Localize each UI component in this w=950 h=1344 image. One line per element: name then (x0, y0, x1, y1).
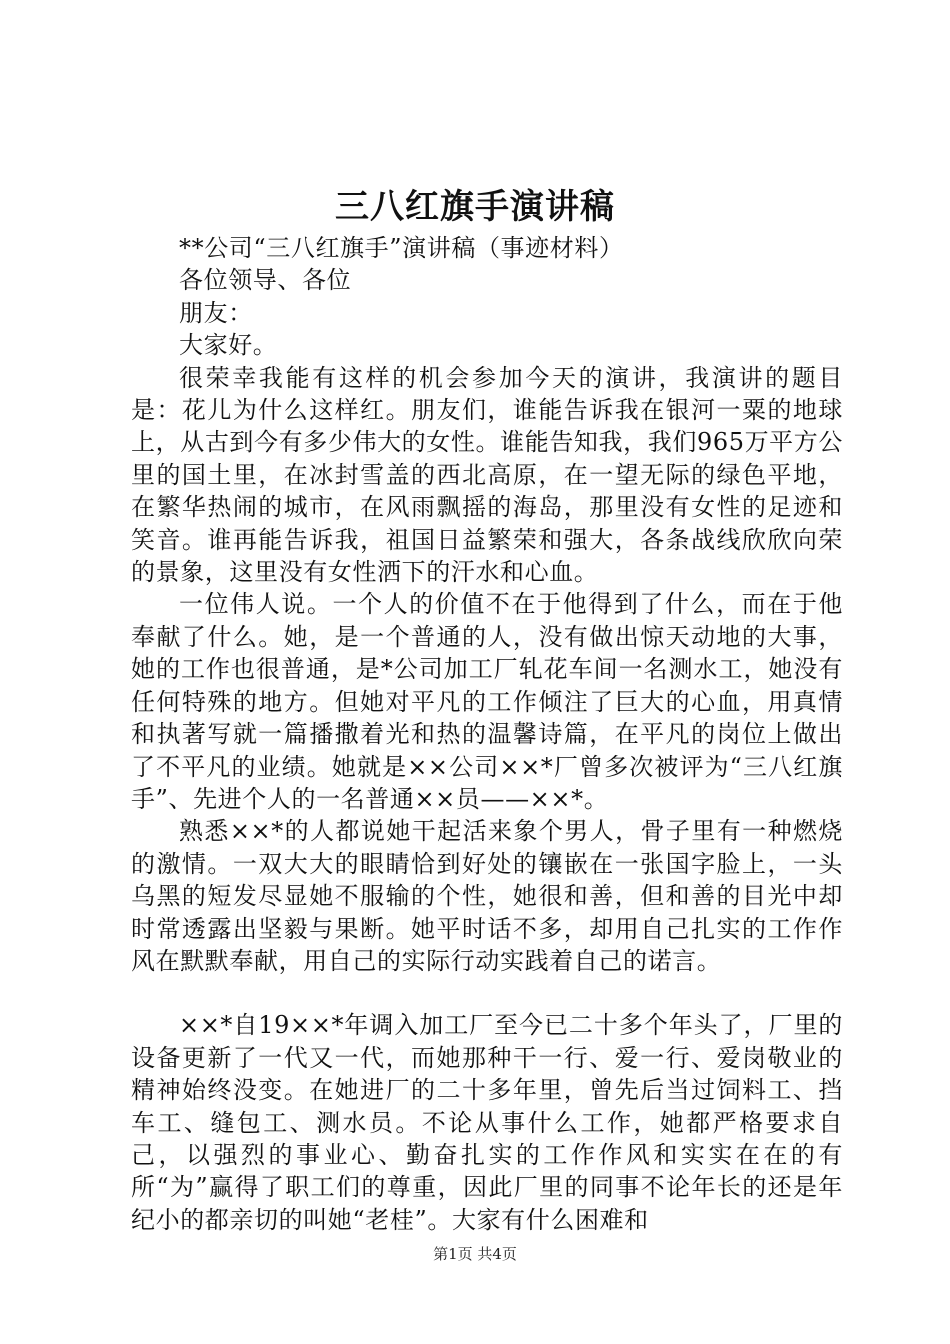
paragraph-salutation-2: 朋友： (179, 298, 253, 327)
page-footer: 第1页 共4页 (433, 1245, 517, 1263)
paragraph-character: 熟悉××*的人都说她干起活来象个男人，骨子里有一种燃烧的激情。一双大大的眼睛恰到好处的镶嵌在一张国字脸上，一头乌黑的短发尽显她不服输的个性，她很和善，但和善的目光中却时常透露出坚毅与果断。她平时话不多，却用自己扎实的工作作风在默默奉献，用自己的实际行动实践着自己的诺言。 (131, 817, 843, 975)
paragraph-heading-line: **公司“三八红旗手”演讲稿（事迹材料） (179, 234, 624, 262)
document-title: 三八红旗手演讲稿 (335, 187, 615, 227)
paragraph-career: ××*自19××*年调入加工厂至今已二十多个年头了，厂里的设备更新了一代又一代，而她那种干一行、爱一行、爱岗敬业的精神始终没变。在她进厂的二十多年里，曾先后当过饲料工、挡车工、缝包工、测水员。不论从事什么工作，她都严格要求自己，以强烈的事业心、勤奋扎实的工作作风和实实在在的有所“为”赢得了职工们的尊重，因此厂里的同事不论年长的还是年纪小的都亲切的叫她“老桂”。大家有什么困难和 (131, 1011, 843, 1234)
paragraph-greeting: 大家好。 (179, 331, 278, 360)
document-body (131, 232, 843, 1236)
paragraph-salutation-1: 各位领导、各位 (179, 266, 352, 295)
paragraph-intro: 很荣幸我能有这样的机会参加今天的演讲，我演讲的题目是：花儿为什么这样红。朋友们，谁能告诉我在银河一粟的地球上，从古到今有多少伟大的女性。谁能告知我，我们965万平方公里的国土里，在冰封雪盖的西北高原，在一望无际的绿色平地，在繁华热闹的城市，在风雨飘摇的海岛，那里没有女性的足迹和笑音。谁再能告诉我，祖国日益繁荣和强大，各条战线欣欣向荣的景象，这里没有女性洒下的汗水和心血。 (131, 363, 843, 587)
paragraph-value: 一位伟人说。一个人的价值不在于他得到了什么，而在于他奉献了什么。她，是一个普通的人，没有做出惊天动地的大事，她的工作也很普通，是*公司加工厂轧花车间一名测水工，她没有任何特殊的地方。但她对平凡的工作倾注了巨大的心血，用真情和执著写就一篇播撒着光和热的温馨诗篇，在平凡的岗位上做出了不平凡的业绩。她就是××公司××*厂曾多次被评为“三八红旗手”、先进个人的一名普通××员——××*。 (131, 590, 843, 813)
